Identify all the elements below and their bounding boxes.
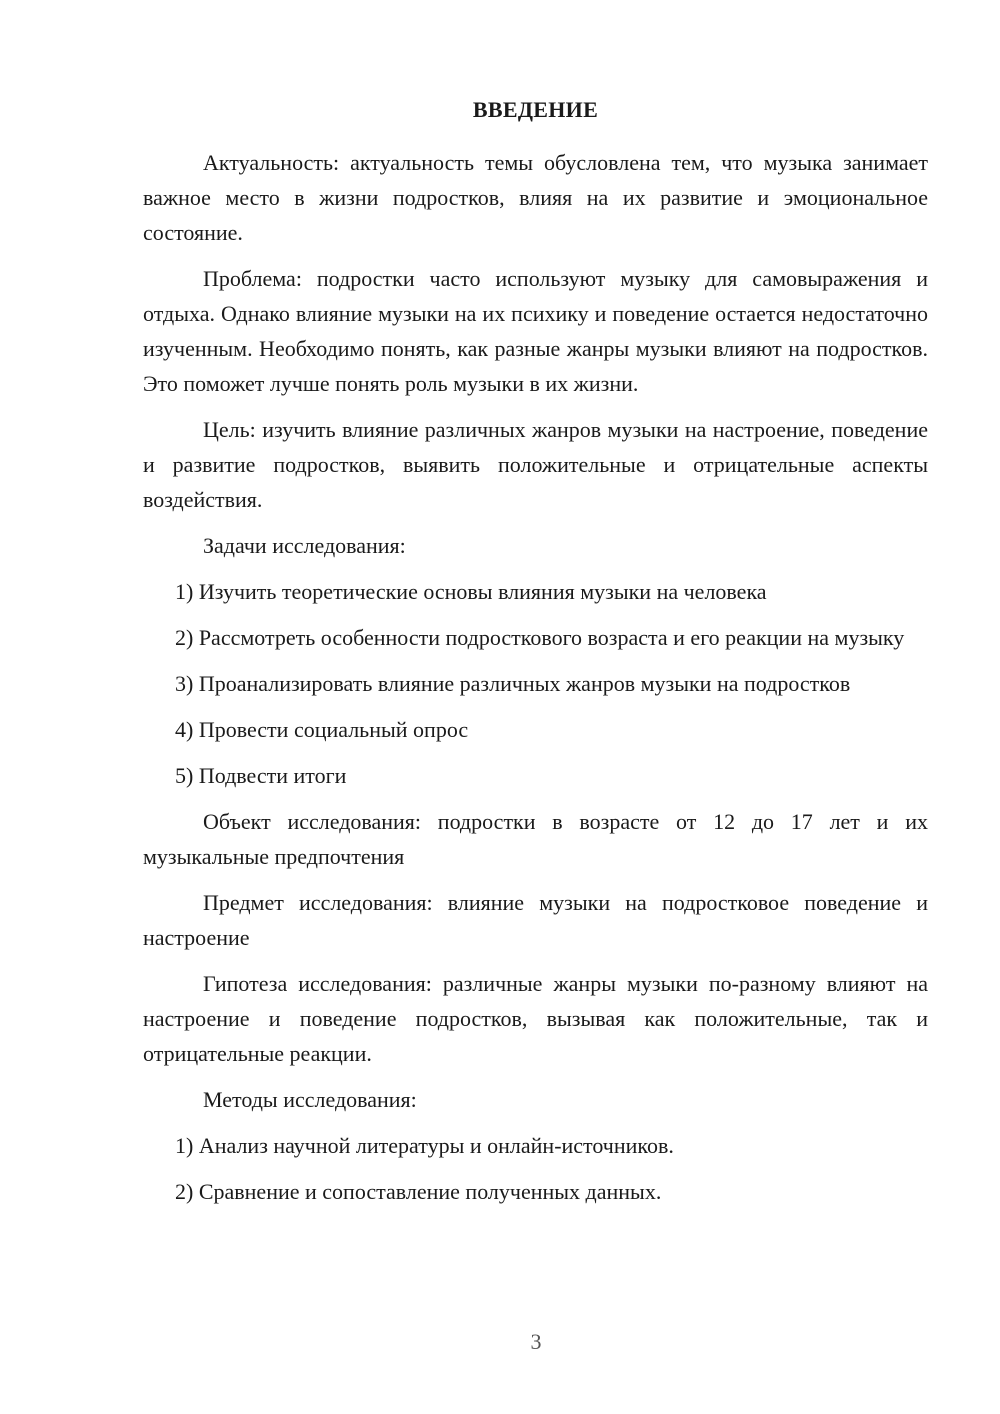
document-page — [143, 92, 928, 1220]
problem-paragraph: Проблема: подростки часто используют музыку для самовыражения и отдыха. Однако влияние музыки на их психику и поведение остается недостаточно изученным. Необходимо понять, как разные жанры музыки влияют на подростков. Это поможет лучше понять роль музыки в их жизни. — [143, 266, 928, 396]
task-item: 2) Рассмотреть особенности подросткового возраста и его реакции на музыку — [175, 625, 905, 650]
section-title: ВВЕДЕНИЕ — [472, 97, 599, 122]
relevance-paragraph: Актуальность: актуальность темы обусловлена тем, что музыка занимает важное место в жизни подростков, влияя на их развитие и эмоциональное состояние. — [143, 150, 928, 245]
task-item: 5) Подвести итоги — [175, 763, 347, 788]
method-item: 2) Сравнение и сопоставление полученных данных. — [175, 1179, 662, 1204]
task-item: 1) Изучить теоретические основы влияния музыки на человека — [175, 579, 767, 604]
object-paragraph: Объект исследования: подростки в возрасте от 12 до 17 лет и их музыкальные предпочтения — [143, 809, 928, 869]
page-number: 3 — [530, 1329, 542, 1354]
hypothesis-paragraph: Гипотеза исследования: различные жанры музыки по-разному влияют на настроение и поведение подростков, вызывая как положительные, так и отрицательные реакции. — [143, 971, 928, 1066]
task-item: 4) Провести социальный опрос — [175, 717, 469, 742]
subject-paragraph: Предмет исследования: влияние музыки на подростковое поведение и настроение — [143, 890, 928, 950]
goal-paragraph: Цель: изучить влияние различных жанров музыки на настроение, поведение и развитие подростков, выявить положительные и отрицательные аспекты воздействия. — [143, 417, 928, 512]
methods-heading: Методы исследования: — [203, 1087, 417, 1112]
tasks-heading: Задачи исследования: — [203, 533, 406, 558]
task-item: 3) Проанализировать влияние различных жанров музыки на подростков — [175, 671, 851, 696]
method-item: 1) Анализ научной литературы и онлайн-источников. — [175, 1133, 674, 1158]
